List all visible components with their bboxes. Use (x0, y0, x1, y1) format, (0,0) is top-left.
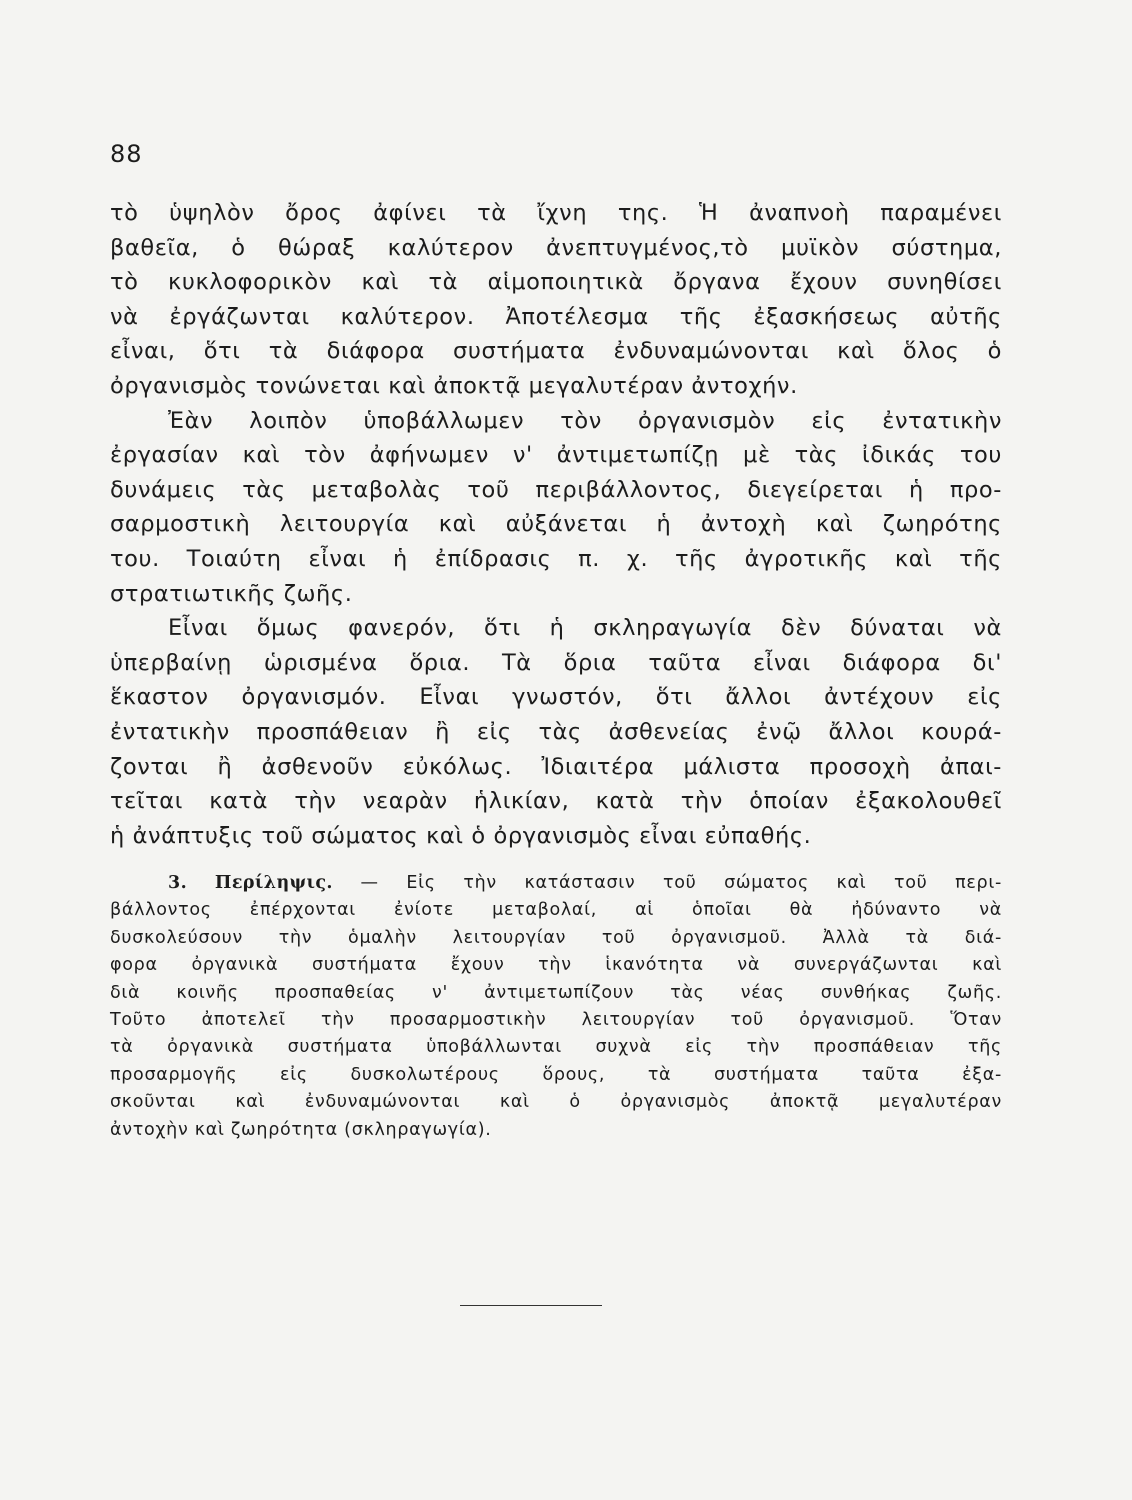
summary-line: ἀντοχὴν καὶ ζωηρότητα (σκληραγωγία). (110, 1119, 492, 1140)
text-line: τὸ ὑψηλὸν ὄρος ἀφίνει τὰ ἴχνη της. Ἡ ἀναπνοὴ παραμένει (110, 200, 1002, 226)
page-number: 88 (110, 140, 143, 168)
text-line: δυνάμεις τὰς μεταβολὰς τοῦ περιβάλλοντος, διεγείρεται ἡ προ- (110, 476, 1002, 503)
text-line: του. Τοιαύτη εἶναι ἡ ἐπίδρασις π. χ. τῆς ἀγροτικῆς καὶ τῆς (110, 545, 1002, 572)
text-line: ἕκαστον ὀργανισμόν. Εἶναι γνωστόν, ὅτι ἄλλοι ἀντέχουν εἰς (110, 684, 1002, 711)
main-paragraphs (110, 196, 1002, 853)
text-line: τὸ κυκλοφορικὸν καὶ τὰ αἱμοποιητικὰ ὄργανα ἔχουν συνηθίσει (110, 269, 1002, 296)
text-line: στρατιωτικῆς ζωῆς. (110, 580, 353, 607)
summary-line: προσαρμογῆς εἰς δυσκολωτέρους ὅρους, τὰ συστήματα ταῦτα ἐξα- (110, 1064, 1002, 1085)
summary-line: σκοῦνται καὶ ἐνδυναμώνονται καὶ ὁ ὀργανισμὸς ἀποκτᾷ μεγαλυτέραν (110, 1092, 1002, 1113)
summary-line: Τοῦτο ἀποτελεῖ τὴν προσαρμοστικὴν λειτουργίαν τοῦ ὀργανισμοῦ. Ὅταν (110, 1009, 1002, 1030)
summary-line: διὰ κοινῆς προσπαθείας ν' ἀντιμετωπίζουν τὰς νέας συνθήκας ζωῆς. (110, 982, 1002, 1003)
text-line: εἶναι, ὅτι τὰ διάφορα συστήματα ἐνδυναμώνονται καὶ ὅλος ὁ (110, 338, 1002, 365)
summary-line: βάλλοντος ἐπέρχονται ἐνίοτε μεταβολαί, αἱ ὁποῖαι θὰ ἠδύναντο νὰ (110, 900, 1002, 921)
text-line: ὀργανισμὸς τονώνεται καὶ ἀποκτᾷ μεγαλυτέραν ἀντοχήν. (110, 372, 798, 399)
summary-first-line (110, 870, 1002, 897)
text-line: ὑπερβαίνῃ ὡρισμένα ὅρια. Τὰ ὅρια ταῦτα εἶναι διάφορα δι' (110, 649, 1002, 676)
summary-line: φορα ὀργανικὰ συστήματα ἔχουν τὴν ἱκανότητα νὰ συνεργάζωνται καὶ (110, 955, 1002, 976)
text-line: ζονται ἢ ἀσθενοῦν εὐκόλως. Ἰδιαιτέρα μάλιστα προσοχὴ ἀπαι- (110, 753, 1002, 780)
text-line: Εἶναι ὅμως φανερόν, ὅτι ἡ σκληραγωγία δὲν δύναται νὰ (168, 615, 1002, 642)
text-line: βαθεῖα, ὁ θώραξ καλύτερον ἀνεπτυγμένος,τὸ μυϊκὸν σύστημα, (110, 234, 1002, 261)
text-line: Ἐὰν λοιπὸν ὑποβάλλωμεν τὸν ὀργανισμὸν εἰς ἐντατικὴν (168, 407, 1002, 434)
text-line: ἐργασίαν καὶ τὸν ἀφήνωμεν ν' ἀντιμετωπίζῃ μὲ τὰς ἰδικάς του (110, 442, 1002, 469)
section-end-rule (460, 1305, 602, 1306)
text-line: ἡ ἀνάπτυξις τοῦ σώματος καὶ ὁ ὀργανισμὸς εἶναι εὐπαθής. (110, 822, 812, 849)
text-line: νὰ ἐργάζωνται καλύτερον. Ἀποτέλεσμα τῆς ἐξασκήσεως αὐτῆς (110, 303, 1002, 330)
summary-heading: 3. Περίληψις. (168, 873, 333, 893)
text-line: τεῖται κατὰ τὴν νεαρὰν ἡλικίαν, κατὰ τὴν ὁποίαν ἐξακολουθεῖ (110, 788, 1002, 815)
summary-section (110, 870, 1002, 1144)
summary-line: — Εἰς τὴν κατάστασιν τοῦ σώματος καὶ τοῦ περι- (360, 873, 1002, 893)
summary-line: δυσκολεύσουν τὴν ὁμαλὴν λειτουργίαν τοῦ ὀργανισμοῦ. Ἀλλὰ τὰ διά- (110, 927, 1002, 948)
text-line: σαρμοστικὴ λειτουργία καὶ αὐξάνεται ἡ ἀντοχὴ καὶ ζωηρότης (110, 511, 1002, 538)
summary-line: τὰ ὀργανικὰ συστήματα ὑποβάλλωνται συχνὰ εἰς τὴν προσπάθειαν τῆς (110, 1037, 1002, 1058)
text-line: ἐντατικὴν προσπάθειαν ἢ εἰς τὰς ἀσθενείας ἐνῷ ἄλλοι κουρά- (110, 718, 1002, 745)
